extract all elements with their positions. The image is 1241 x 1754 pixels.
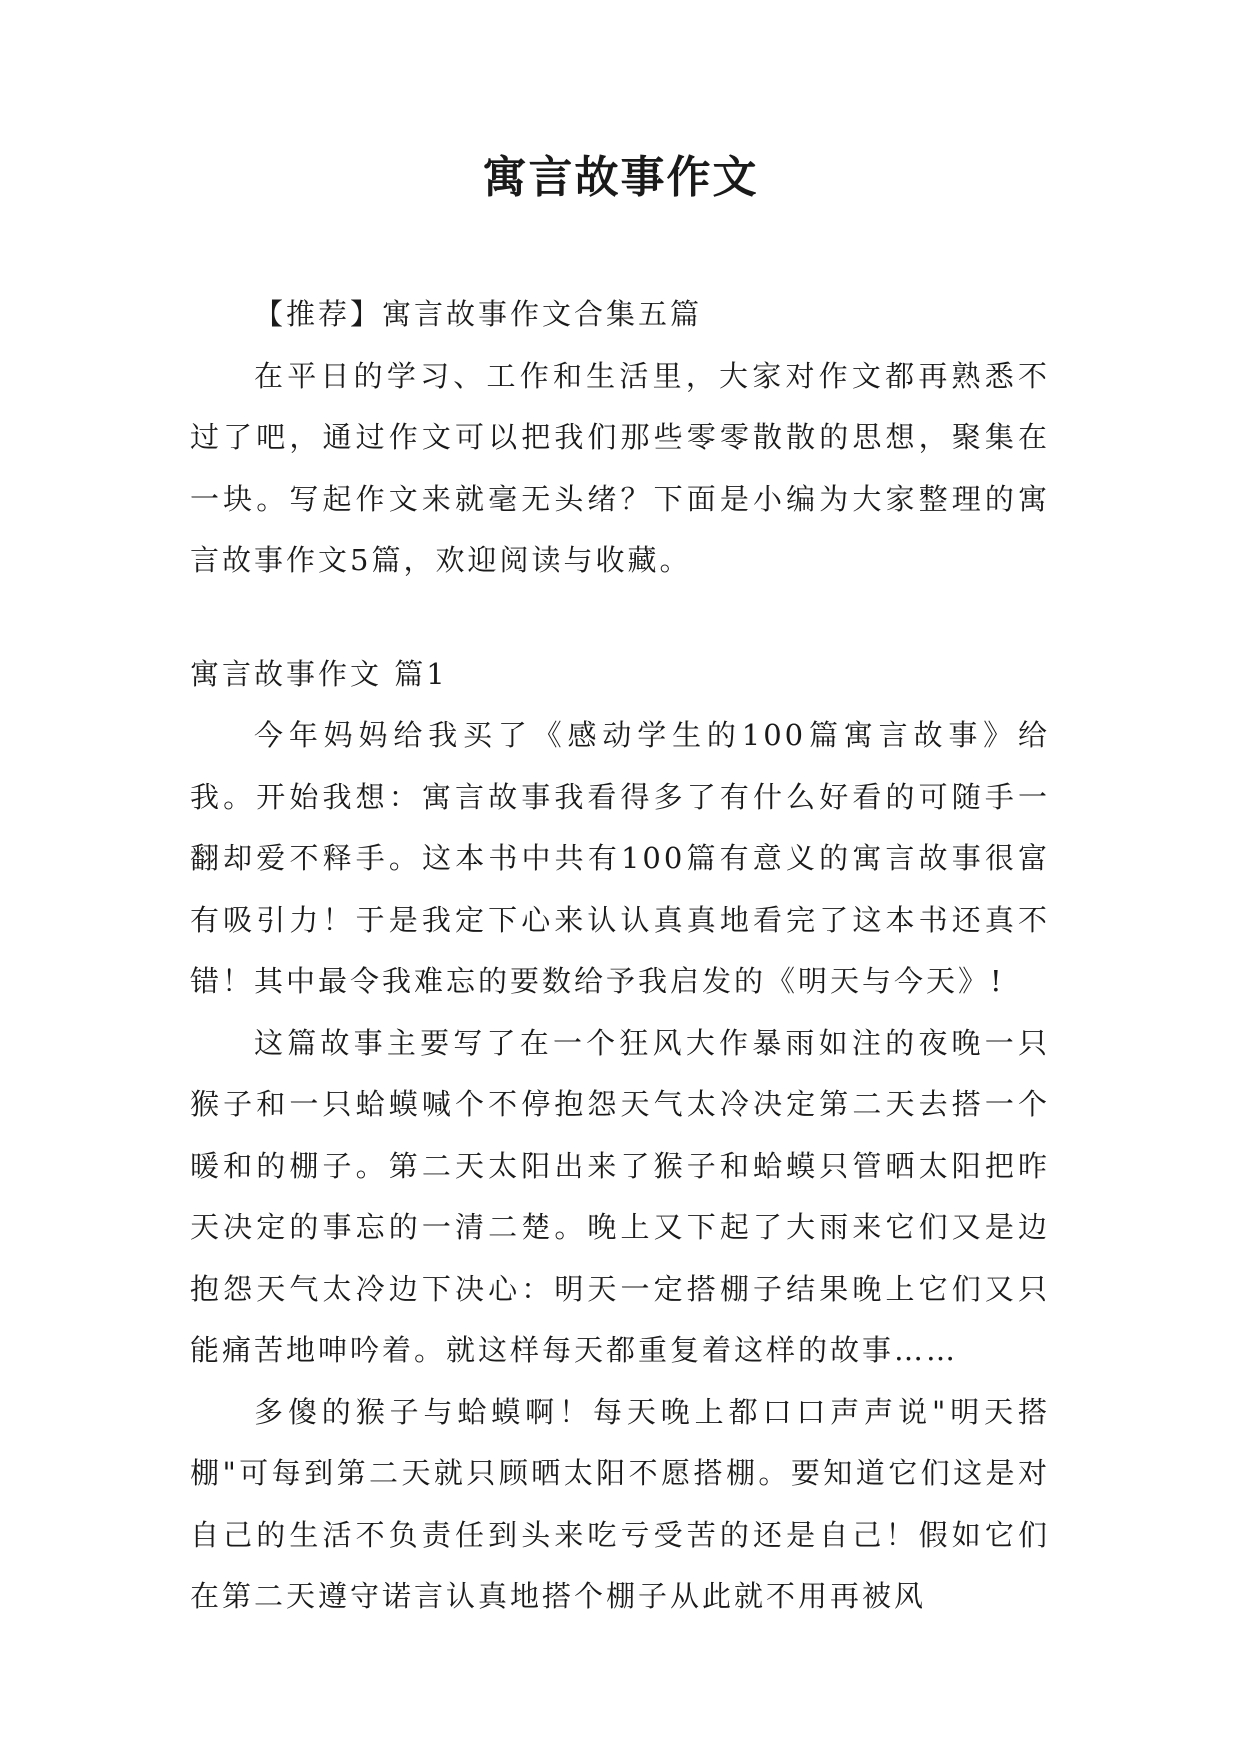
body-paragraph: 这篇故事主要写了在一个狂风大作暴雨如注的夜晚一只猴子和一只蛤蟆喊个不停抱怨天气太冷决定第二天去搭一个暖和的棚子。第二天太阳出来了猴子和蛤蟆只管晒太阳把昨天决定的事忘的一清二楚。晚上又下起了大雨来它们又是边抱怨天气太冷边下决心：明天一定搭棚子结果晚上它们又只能痛苦地呻吟着。就这样每天都重复着这样的故事…… [190, 1025, 1050, 1367]
intro-paragraph: 在平日的学习、工作和生活里，大家对作文都再熟悉不过了吧，通过作文可以把我们那些零零散散的思想，聚集在一块。写起作文来就毫无头绪？下面是小编为大家整理的寓言故事作文5篇，欢迎阅读与收藏。 [190, 358, 1050, 577]
section-spacer [190, 592, 1050, 644]
recommend-line: 【推荐】寓言故事作文合集五篇 [254, 297, 703, 331]
body-paragraph: 今年妈妈给我买了《感动学生的100篇寓言故事》给我。开始我想：寓言故事我看得多了有什么好看的可随手一翻却爱不释手。这本书中共有100篇有意义的寓言故事很富有吸引力！于是我定下心来认认真真地看完了这本书还真不错！其中最令我难忘的要数给予我启发的《明天与今天》! [190, 718, 1050, 998]
section-heading: 寓言故事作文 篇1 [190, 656, 448, 691]
document-title: 寓言故事作文 [482, 152, 759, 203]
document-body [190, 284, 1050, 1628]
body-paragraph: 多傻的猴子与蛤蟆啊！每天晚上都口口声声说"明天搭棚"可每到第二天就只顾晒太阳不愿搭棚。要知道它们这是对自己的生活不负责任到头来吃亏受苦的还是自己！假如它们在第二天遵守诺言认真地搭个棚子从此就不用再被风 [190, 1394, 1050, 1613]
